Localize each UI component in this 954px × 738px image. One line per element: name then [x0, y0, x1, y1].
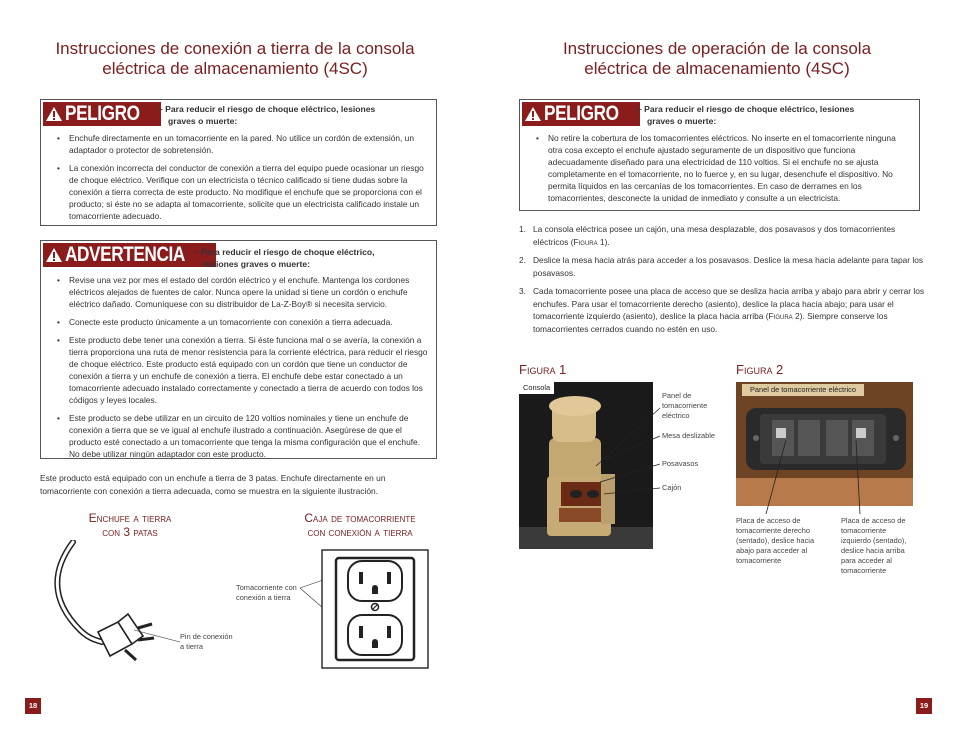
peligro-lead — [158, 103, 428, 127]
step-item — [519, 285, 929, 335]
plug-note: Este producto está equipado con un enchufe a tierra de 3 patas. Enchufe directamente en un tomacorriente con conexión a tierra adecuada, como se muestra en la siguiente ilustración. — [40, 473, 386, 496]
advertencia-box — [40, 240, 437, 459]
warning-triangle-icon — [46, 107, 62, 121]
plug-illustration — [40, 540, 180, 670]
figure-1-photo-label: Consola — [519, 382, 554, 394]
step-number: 2. — [519, 255, 526, 265]
figure-ref: Figura — [573, 236, 598, 247]
plug-heading — [60, 511, 200, 539]
outlet-label-line-2: conexión a tierra — [236, 593, 291, 602]
outlet-label-line-1: Tomacorriente con — [236, 583, 297, 592]
peligro-badge-label: PELIGRO — [544, 102, 619, 125]
step-item — [519, 254, 929, 279]
list-item: • Este producto debe tener una conexión a tierra. Si éste funciona mal o se avería, la conexión a tierra proporciona una ruta de menor resistencia para la corriente eléctrica, para reducir el riesgo de choque eléctrico. Este producto está equipado con un cordón que tiene un conductor de conexión a tierra y un enchufe de conexión a tierra. El enchufe debe estar conectado a un tomacorriente adecuado instalado correctamente y conectado a tierra de acuerdo con todos los códigos y leyes locales. — [53, 334, 431, 406]
figure-1-caption: Figura 1 — [519, 362, 567, 377]
step-text: La consola eléctrica posee un cajón, una mesa desplazable, dos posavasos y dos tomacorrientes eléctricos ( — [533, 224, 896, 247]
warning-triangle-icon — [525, 107, 541, 121]
step-number: 3. — [519, 286, 526, 296]
step-item — [519, 223, 929, 248]
step-text-end: 1). — [597, 236, 610, 247]
pin-leader-line — [132, 628, 192, 648]
right-title-line-1: Instrucciones de operación de la consola — [562, 39, 872, 58]
figure-2-photo-label: Panel de tomacorriente eléctrico — [742, 384, 864, 396]
pin-label-line-2: a tierra — [180, 642, 204, 651]
plug-heading-line-2: con 3 patas — [102, 525, 158, 539]
right-page-title — [512, 39, 922, 79]
left-peligro-box — [40, 99, 437, 226]
outlet-illustration — [290, 548, 440, 670]
figure-ref: Figura — [768, 311, 793, 321]
right-title-line-2: eléctrica de almacenamiento (4SC) — [584, 59, 850, 78]
list-item: • Revise una vez por mes el estado del cordón eléctrico y el enchufe. Mantenga los cordones eléctricos alejados de fuentes de calor. Nunca opere la unidad si tiene un cordón o enchufe eléctrico dañado. Comuníquese con su distribuidor de La-Z-Boy® si necesita servicio. — [53, 274, 431, 310]
peligro-lead-line-2: graves o muerte: — [647, 116, 717, 126]
peligro-badge-label: PELIGRO — [65, 102, 140, 125]
left-title-line-1: Instrucciones de conexión a tierra de la consola — [55, 39, 415, 58]
right-peligro-list — [532, 132, 912, 210]
list-item: • Conecte este producto únicamente a un tomacorriente con conexión a tierra adecuada. — [53, 316, 431, 328]
list-item: • La conexión incorrecta del conductor de conexión a tierra del equipo puede ocasionar un riesgo de choque eléctrico. Verifique con un electricista o técnico calificado si tiene dudas sobre la conexión a tierra correcta de este producto. No modifique el enchufe que se proporciona con el producto; si éste no se adapta al tomacorriente, solicite que un electricista calificado instale un tomacorriente adecuado. — [53, 162, 428, 222]
warning-triangle-icon — [46, 248, 62, 262]
fig2-callout-right-outlet: Placa de acceso de tomacorriente derecho (sentado), deslice hacia abajo para acceder al tomacorriente — [736, 516, 815, 565]
left-page-title — [30, 39, 440, 79]
figure-2-caption: Figura 2 — [736, 362, 784, 377]
peligro-badge — [522, 102, 640, 126]
right-peligro-box — [519, 99, 920, 211]
fig1-leader-lines — [560, 390, 664, 500]
peligro-badge — [43, 102, 161, 126]
outlet-heading-line-1: Caja de tomacorriente — [304, 511, 416, 525]
peligro-lead-line-1: – Para reducir el riesgo de choque eléctrico, lesiones — [637, 104, 855, 114]
list-item: • No retire la cobertura de los tomacorrientes eléctricos. No inserte en el tomacorriente ninguna otra cosa excepto el enchufe ajustado seguramente de un dispositivo que funciona adecuadamente diseñado para una electricidad de 110 voltios. Si el enchufe no se ajusta completamente en el tomacorriente, no lo fuerce y, en su lugar, desenchufe el dispositivo. No permita líquidos en las cercanías de los tomacorrientes. En caso de derrames en los tomacorrientes, desconecte la unidad de inmediato y consulte a un electricista. — [532, 132, 912, 204]
advertencia-badge-label: ADVERTENCIA — [65, 243, 185, 266]
fig2-callout-left-outlet: Placa de acceso de tomacorriente izquierdo (sentado), deslice hacia arriba para acceder al tomacorriente — [841, 516, 907, 575]
advertencia-badge — [43, 243, 216, 267]
right-peligro-lead — [637, 103, 912, 127]
step-text-end: 2). Siempre conserve los tomacorrientes cerrados cuando no estén en uso. — [533, 311, 888, 334]
outlet-heading-line-2: con conexión a tierra — [307, 525, 413, 539]
advertencia-lead-line-1: – Para reducir el riesgo de choque eléctrico, — [194, 247, 375, 257]
outlet-heading — [275, 511, 445, 539]
fig1-callout-panel: Panel de tomacorriente eléctrico — [662, 391, 708, 420]
list-item: • Enchufe directamente en un tomacorriente en la pared. No utilice un cordón de extensión, un adaptador o protector de sobretensión. — [53, 132, 428, 156]
peligro-lead-line-1: – Para reducir el riesgo de choque eléctrico, lesiones — [158, 104, 376, 114]
fig1-callout-drawer: Cajón — [662, 483, 682, 492]
advertencia-lead-line-2: lesiones graves o muerte: — [204, 259, 311, 269]
advertencia-list — [53, 274, 431, 466]
fig1-callout-cupholders: Posavasos — [662, 459, 699, 468]
advertencia-lead — [194, 246, 434, 270]
left-peligro-list — [53, 132, 428, 228]
plug-heading-line-1: Enchufe a tierra — [88, 511, 172, 525]
step-number: 1. — [519, 224, 526, 234]
left-title-line-2: eléctrica de almacenamiento (4SC) — [102, 59, 368, 78]
list-item: • Este producto se debe utilizar en un circuito de 120 voltios nominales y tiene un enchufe de conexión a tierra que se ve igual al enchufe ilustrado a continuación. Asegúrese de que el producto esté conectado a un tomacorriente que tenga la misma configuración que el enchufe. No debe utilizar ningún adaptador con este producto. — [53, 412, 431, 460]
pin-label-line-1: Pin de conexión — [180, 632, 233, 641]
fig1-callout-table: Mesa deslizable — [662, 431, 715, 440]
left-page-number: 18 — [25, 698, 41, 714]
operation-steps — [519, 223, 929, 341]
right-page-number: 19 — [916, 698, 932, 714]
fig2-leader-lines — [760, 420, 880, 520]
step-text: Cada tomacorriente posee una placa de acceso que se desliza hacia arriba y abajo para abrir y cerrar los enchufes. Para usar el tomacorriente derecho (asiento), deslice la placa hacia abajo; para usar el tomacorriente izquierdo (asiento), deslice la placa hacia arriba ( — [533, 286, 925, 321]
peligro-lead-line-2: graves o muerte: — [168, 116, 238, 126]
step-text: Deslice la mesa hacia atrás para acceder a los posavasos. Deslice la mesa hacia adelante para tapar los posavasos. — [533, 255, 924, 278]
